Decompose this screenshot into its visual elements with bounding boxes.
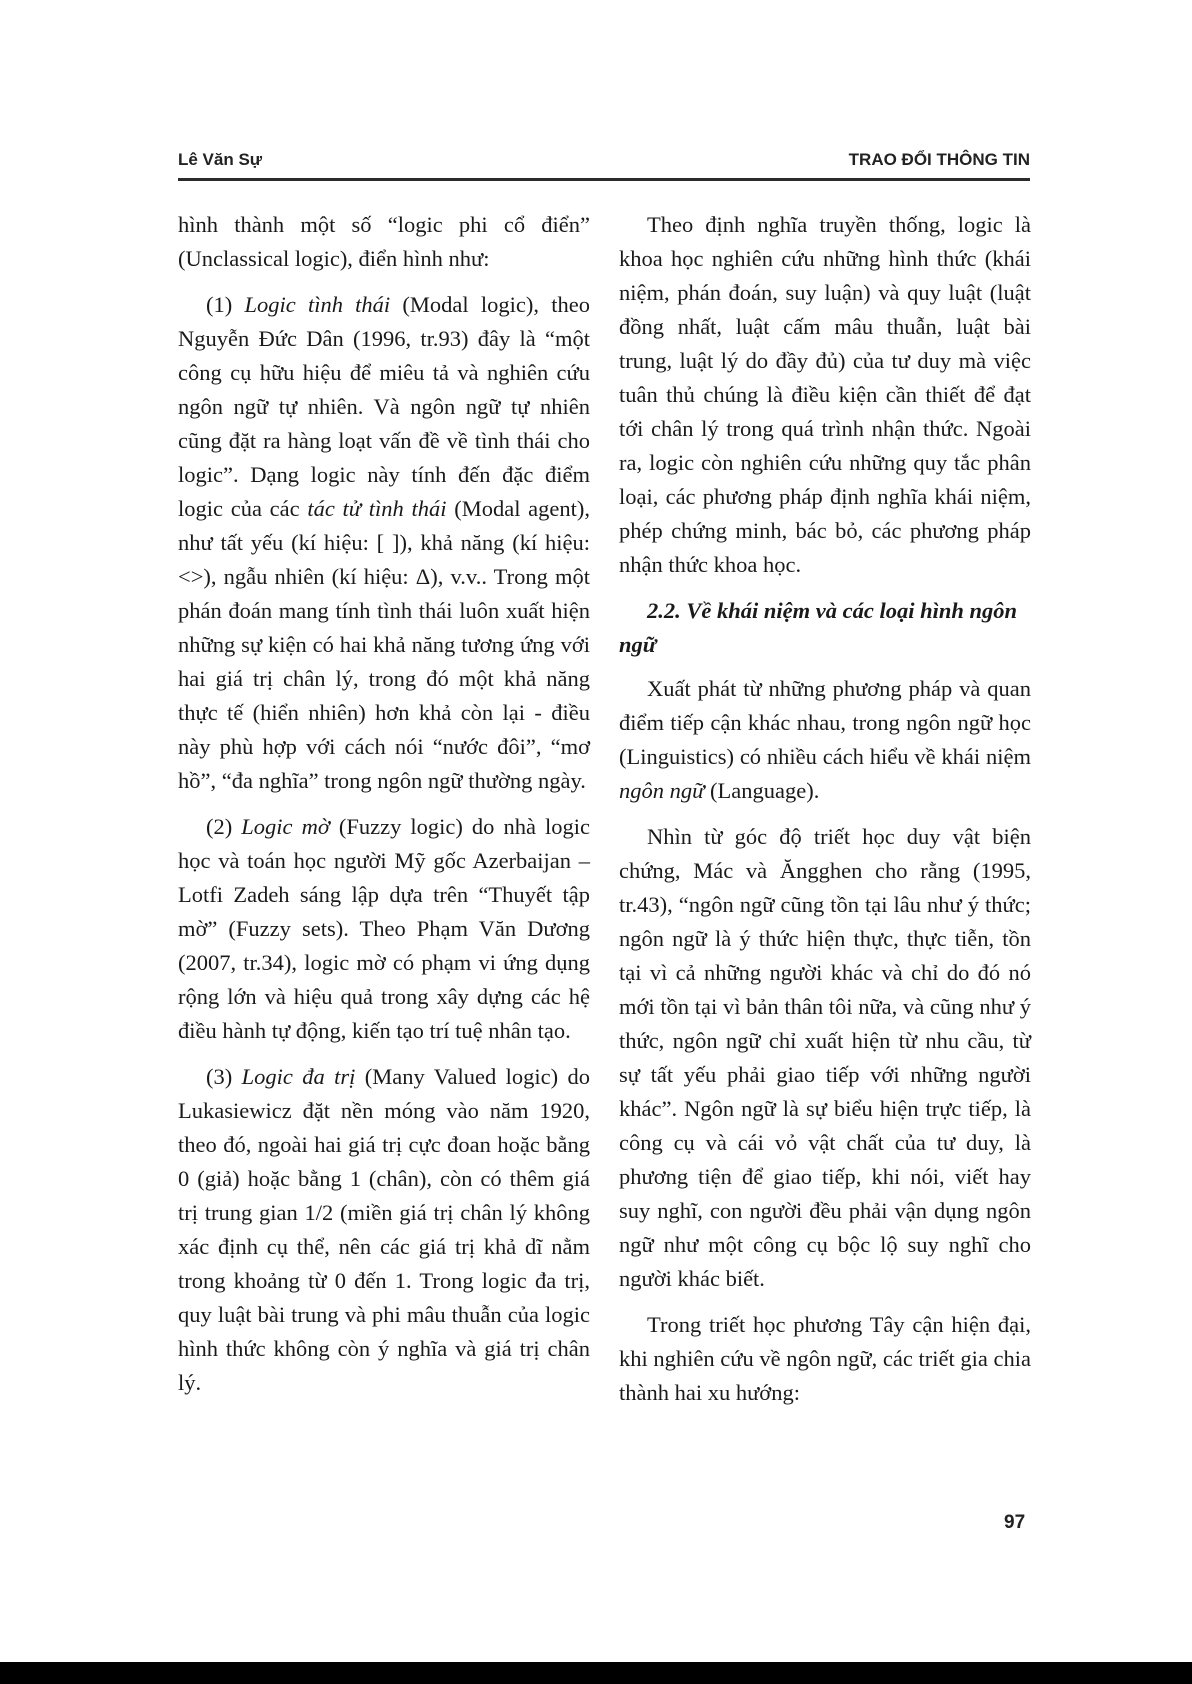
text-run: Xuất phát từ những phương pháp và quan điểm tiếp cận khác nhau, trong ngôn ngữ học (Linguistics) có nhiều cách hiểu về khái niệm bbox=[619, 676, 1031, 769]
paragraph: hình thành một số “logic phi cổ điển” (Unclassical logic), điển hình như: bbox=[178, 212, 590, 271]
page-number: 97 bbox=[1004, 1512, 1026, 1533]
section-heading: 2.2. Về khái niệm và các loại hình ngôn ngữ bbox=[619, 598, 1018, 657]
right-column bbox=[619, 208, 1031, 1422]
paragraph-fuzzy-logic bbox=[178, 810, 590, 1048]
term-language: ngôn ngữ bbox=[619, 778, 705, 803]
paragraph-modal-logic bbox=[178, 288, 590, 798]
text-run: (Fuzzy logic) do nhà logic học và toán học người Mỹ gốc Azerbaijan – Lotfi Zadeh sáng lập dựa trên “Thuyết tập mờ” (Fuzzy sets). Theo Phạm Văn Dương (2007, tr.34), logic mờ có phạm vi ứng dụng rộng lớn và hiệu quả trong xây dựng các hệ điều hành tự động, kiến tạo trí tuệ nhân tạo. bbox=[178, 814, 590, 1043]
text-run: (3) bbox=[206, 1064, 242, 1089]
paragraph: Theo định nghĩa truyền thống, logic là khoa học nghiên cứu những hình thức (khái niệm, phán đoán, suy luận) và quy luật (luật đồng nhất, luật cấm mâu thuẫn, luật bài trung, luật lý do đầy đủ) của tư duy mà việc tuân thủ chúng là điều kiện cần thiết để đạt tới chân lý trong quá trình nhận thức. Ngoài ra, logic còn nghiên cứu những quy tắc phân loại, các phương pháp định nghĩa khái niệm, phép chứng minh, bác bỏ, các phương pháp nhận thức khoa học. bbox=[619, 212, 1031, 577]
paragraph-many-valued-logic bbox=[178, 1060, 590, 1400]
header-author: Lê Văn Sự bbox=[178, 150, 263, 169]
term-fuzzy-logic: Logic mờ bbox=[241, 814, 330, 839]
term-modal-logic: Logic tình thái bbox=[244, 292, 391, 317]
term-modal-agent: tác tử tình thái bbox=[307, 496, 447, 521]
running-header bbox=[178, 146, 1030, 181]
header-section-title: TRAO ĐỔI THÔNG TIN bbox=[848, 150, 1030, 169]
term-many-valued-logic: Logic đa trị bbox=[241, 1064, 356, 1089]
text-run: (Language). bbox=[704, 778, 820, 803]
text-run: (Modal agent), như tất yếu (kí hiệu: [ ]), khả năng (kí hiệu: <>), ngẫu nhiên (kí hiệu: Δ), v.v.. Trong một phán đoán mang tính tình thái luôn xuất hiện những sự kiện có hai khả năng tương ứng với hai giá trị chân lý, trong đó một khả năng thực tế (hiển nhiên) hơn khả còn lại - điều này phù hợp với cách nói “nước đôi”, “mơ hồ”, “đa nghĩa” trong ngôn ngữ thường ngày. bbox=[178, 496, 591, 793]
text-run: (1) bbox=[206, 292, 245, 317]
paragraph: Trong triết học phương Tây cận hiện đại, khi nghiên cứu về ngôn ngữ, các triết gia chia thành hai xu hướng: bbox=[619, 1312, 1031, 1405]
left-column bbox=[178, 208, 590, 1412]
paragraph: Nhìn từ góc độ triết học duy vật biện chứng, Mác và Ăngghen cho rằng (1995, tr.43), “ngôn ngữ cũng tồn tại lâu như ý thức; ngôn ngữ là ý thức hiện thực, thực tiễn, tồn tại vì cả những người khác và chỉ do đó nó mới tồn tại vì bản thân tôi nữa, và cũng như ý thức, ngôn ngữ chỉ xuất hiện từ nhu cầu, từ sự tất yếu phải giao tiếp với những người khác”. Ngôn ngữ là sự biểu hiện trực tiếp, là công cụ và cái vỏ vật chất của tư duy, là phương tiện để giao tiếp, khi nói, viết hay suy nghĩ, con người đều phải vận dụng ngôn ngữ như một công cụ bộc lộ suy nghĩ cho người khác biết. bbox=[619, 824, 1031, 1291]
paragraph bbox=[619, 672, 1031, 808]
text-run: (Modal logic), theo Nguyễn Đức Dân (1996, tr.93) đây là “một công cụ hữu hiệu để miêu tả và nghiên cứu ngôn ngữ tự nhiên. Và ngôn ngữ tự nhiên cũng đặt ra hàng loạt vấn đề về tình thái cho logic”. Dạng logic này tính đến đặc điểm logic của các bbox=[178, 292, 590, 521]
text-run: (Many Valued logic) do Lukasiewicz đặt nền móng vào năm 1920, theo đó, ngoài hai giá trị cực đoan hoặc bằng 0 (giả) hoặc bằng 1 (chân), còn có thêm giá trị trung gian 1/2 (miền giá trị chân lý không xác định cụ thể, nên các giá trị khả dĩ nằm trong khoảng từ 0 đến 1. Trong logic đa trị, quy luật bài trung và phi mâu thuẫn của logic hình thức không còn ý nghĩa và giá trị chân lý. bbox=[178, 1064, 590, 1395]
text-run: (2) bbox=[206, 814, 242, 839]
bottom-edge-bar bbox=[0, 1662, 1192, 1684]
